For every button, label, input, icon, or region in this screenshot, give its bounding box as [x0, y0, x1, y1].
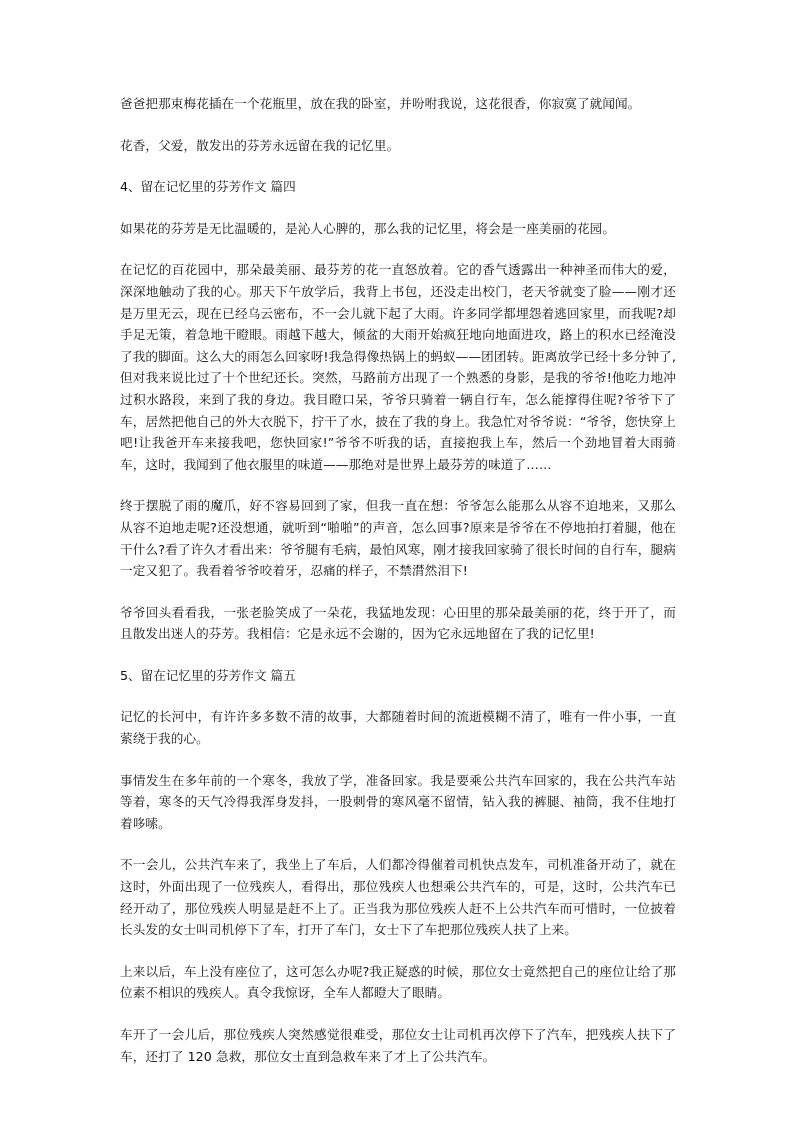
paragraph: 记忆的长河中，有许许多多数不清的故事，大都随着时间的流逝模糊不清了，唯有一件小事，一直萦绕于我的心。	[120, 709, 676, 747]
paragraph: 终于摆脱了雨的魔爪，好不容易回到了家，但我一直在想：爷爷怎么能那么从容不迫地来，又那么从容不迫地走呢?还没想通，就听到“啪啪”的声音，怎么回事?原来是爷爷在不停地拍打着腿，他在干什么?看了许久才看出来：爷爷腿有毛病，最怕风寒，刚才接我回家骑了很长时间的自行车，腿病一定又犯了。我看着爷爷咬着牙，忍痛的样子，不禁潸然泪下!	[120, 498, 676, 579]
paragraph: 不一会儿，公共汽车来了，我坐上了车后，人们都冷得催着司机快点发车，司机准备开动了，就在这时，外面出现了一位残疾人，看得出，那位残疾人也想乘公共汽车的，可是，这时，公共汽车已经开动了，那位残疾人明显是赶不上了。正当我为那位残疾人赶不上公共汽车而可惜时，一位披着长头发的女士叫司机停下了车，打开了车门，女士下了车把那位残疾人扶了上来。	[120, 857, 676, 938]
document-body	[120, 93, 676, 1087]
section-heading: 4、留在记忆里的芬芳作文 篇四	[120, 179, 296, 195]
paragraph: 爷爷回头看看我，一张老脸笑成了一朵花，我猛地发现：心田里的那朵最美丽的花，终于开了，而且散发出迷人的芬芳。我相信：它是永远不会谢的，因为它永远地留在了我的记忆里!	[120, 604, 676, 642]
paragraph: 在记忆的百花园中，那朵最美丽、最芬芳的花一直怒放着。它的香气透露出一种神圣而伟大的爱，深深地触动了我的心。那天下午放学后，我背上书包，还没走出校门，老天爷就变了脸——刚才还是万里无云，现在已经乌云密布，不一会儿就下起了大雨。许多同学都埋怨着逃回家里，而我呢?却手足无策，着急地干瞪眼。雨越下越大，倾盆的大雨开始疯狂地向地面进攻，路上的积水已经淹没了我的脚面。这么大的雨怎么回家呀!我急得像热锅上的蚂蚁——团团转。距离放学已经十多分钟了,但对我来说比过了十个世纪还长。突然，马路前方出现了一个熟悉的身影，是我的爷爷!他吃力地冲过积水路段，来到了我的身边。我目瞪口呆，爷爷只骑着一辆自行车，怎么能撑得住呢?爷爷下了车，居然把他自己的外大衣脱下，拧干了水，披在了我的身上。我急忙对爷爷说：“爷爷，您快穿上吧!让我爸开车来接我吧，您快回家!”爷爷不听我的话，直接抱我上车，然后一个劲地冒着大雨骑车，这时，我闻到了他衣服里的味道——那绝对是世界上最芬芳的味道了……	[120, 262, 676, 472]
paragraph: 如果花的芬芳是无比温暖的，是沁人心脾的，那么我的记忆里，将会是一座美丽的花园。	[120, 220, 616, 236]
paragraph: 上来以后，车上没有座位了，这可怎么办呢?我正疑惑的时候，那位女士竟然把自己的座位让给了那位素不相识的残疾人。真令我惊讶，全车人都瞪大了眼睛。	[120, 963, 676, 1001]
section-heading: 5、留在记忆里的芬芳作文 篇五	[120, 667, 296, 683]
paragraph: 事情发生在多年前的一个寒冬，我放了学，准备回家。我是要乘公共汽车回家的，我在公共汽车站等着，寒冬的天气冷得我浑身发抖，一股刺骨的寒风毫不留情，钻入我的裤腿、袖筒，我不住地打着哆嗦。	[120, 772, 676, 831]
paragraph: 爸爸把那束梅花插在一个花瓶里，放在我的卧室，并吩咐我说，这花很香，你寂寞了就闻闻。	[120, 96, 641, 111]
paragraph: 花香，父爱，散发出的芬芳永远留在我的记忆里。	[120, 137, 400, 153]
paragraph: 车开了一会儿后，那位残疾人突然感觉很难受，那位女士让司机再次停下了汽车，把残疾人扶下了车，还打了 120 急救，那位女士直到急救车来了才上了公共汽车。	[120, 1027, 676, 1064]
